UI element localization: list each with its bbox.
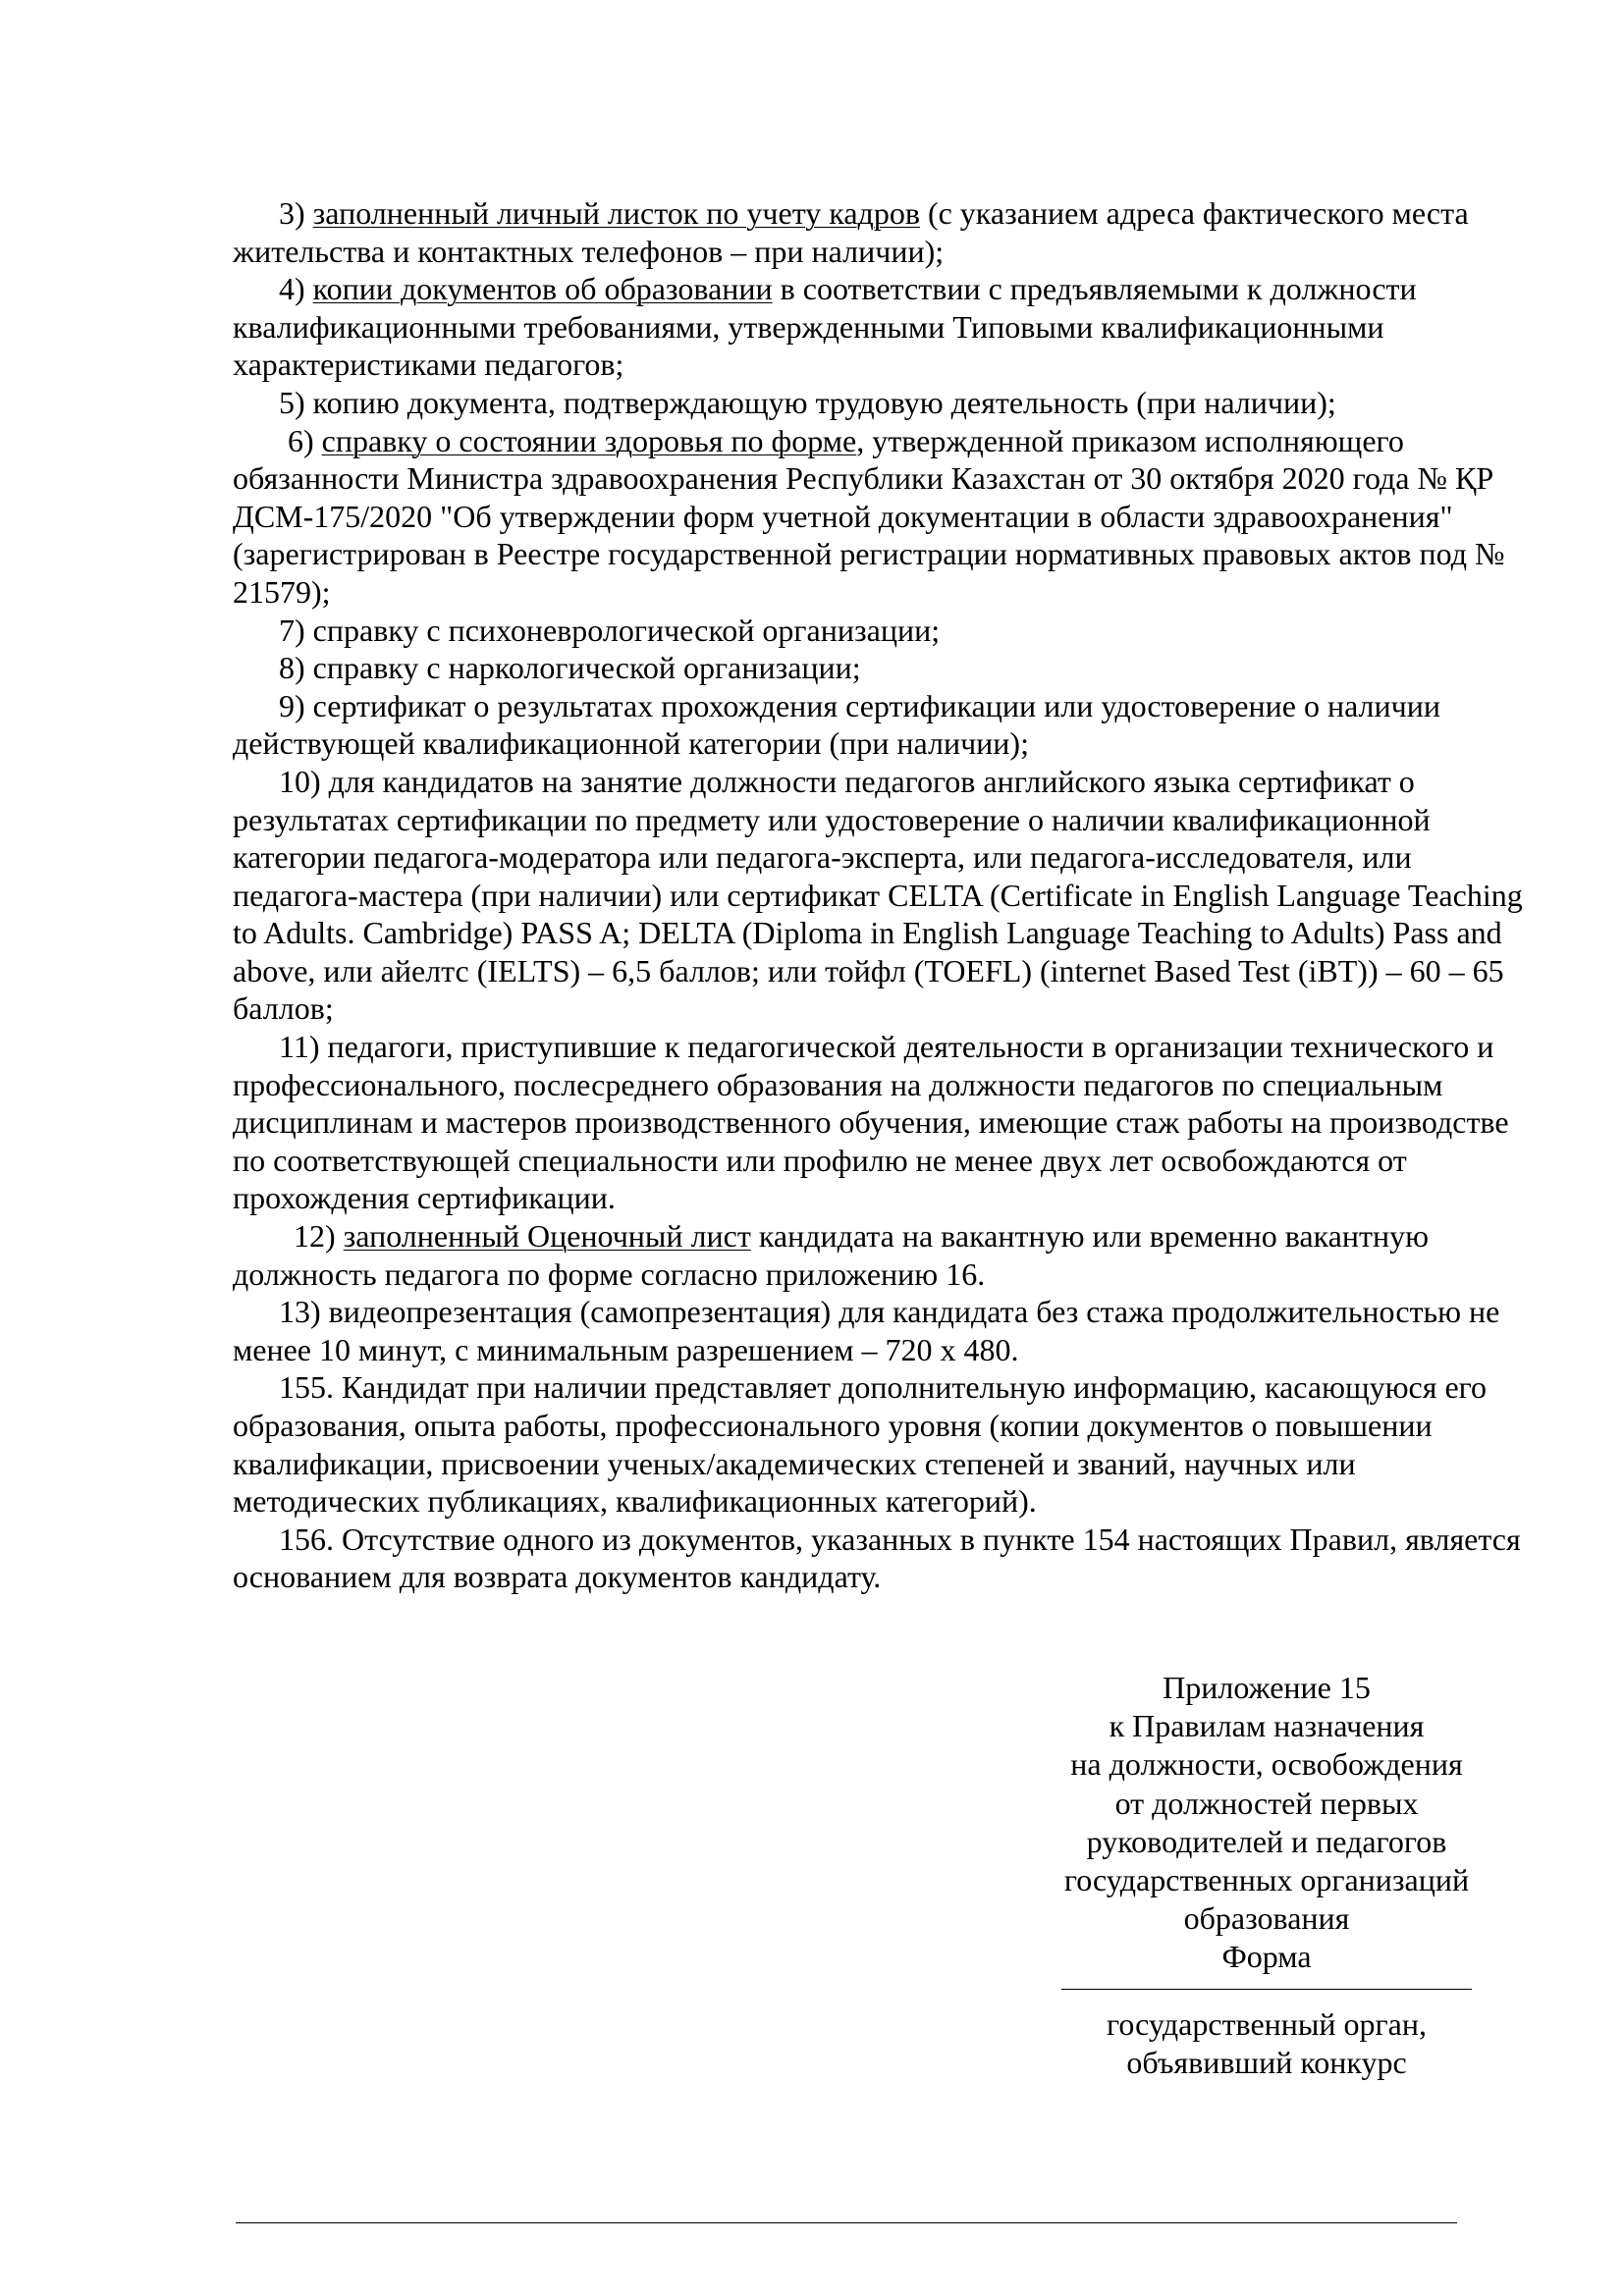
item-4: 4) копии документов об образовании в соответствии с предъявляемыми к должности квалификационными требованиями, утвержденными Типовыми квалификационными характеристиками педагогов; bbox=[233, 271, 1417, 383]
annex-line: от должностей первых bbox=[1114, 1785, 1419, 1821]
document-body bbox=[233, 194, 1529, 1596]
link-personnel-record[interactable]: заполненный личный листок по учету кадров bbox=[312, 195, 920, 231]
annex-title: Приложение 15 bbox=[1163, 1670, 1371, 1705]
state-body-blank-line bbox=[1061, 1989, 1472, 1990]
link-evaluation-sheet[interactable]: заполненный Оценочный лист bbox=[343, 1218, 751, 1255]
form-label: Форма bbox=[1221, 1939, 1312, 1975]
annex-line: руководителей и педагогов bbox=[1086, 1823, 1447, 1859]
annex-line: на должности, освобождения bbox=[1070, 1746, 1463, 1783]
item-11: 11) педагоги, приступившие к педагогической деятельности в организации технического и профессионального, послесреднего образования на должности педагогов по специальным дисциплинам и мастеров производственного обучения, имеющие стаж работы на производстве по соответствующей специальности или профилю не менее двух лет освобождаются от прохождения сертификации. bbox=[233, 1029, 1509, 1216]
item-13: 13) видеопрезентация (самопрезентация) для кандидата без стажа продолжительностью не менее 10 минут, с минимальным разрешением – 720 x 480. bbox=[233, 1294, 1500, 1367]
item-12: 12) заполненный Оценочный лист кандидата на вакантную или временно вакантную должность педагога по форме согласно приложению 16. bbox=[233, 1218, 1429, 1292]
item-10: 10) для кандидатов на занятие должности педагогов английского языка сертификат о результатах сертификации по предмету или удостоверение о наличии квалификационной категории педагога-модератора или педагога-эксперта, или педагога-исследователя, или педагога-мастера (при наличии) или сертификат CELTA (Certificate in English Language Teaching to Adults. Cambridge) PASS A; DELTA (Diploma in English Language Teaching to Adults) Pass and above, или айелтс (IELTS) – 6,5 баллов; или тойфл (TOEFL) (internet Based Test (iBT)) – 60 – 65 баллов; bbox=[233, 763, 1523, 1027]
item-7: 7) справку с психоневрологической организации; bbox=[279, 612, 941, 648]
item-8: 8) справку с наркологической организации; bbox=[279, 650, 861, 686]
annex-line: образования bbox=[1183, 1900, 1350, 1937]
annex-line: государственных организаций bbox=[1063, 1862, 1470, 1898]
bottom-blank-line bbox=[236, 2222, 1457, 2223]
state-body-caption: объявивший конкурс bbox=[1126, 2044, 1407, 2080]
item-6: 6) справку о состоянии здоровья по форме, утвержденной приказом исполняющего обязанности Министра здравоохранения Республики Казахстан от 30 октября 2020 года № ҚР ДСМ-175/2020 "Об утверждении форм учетной документации в области здравоохранения" (зарегистрирован в Реестре государственной регистрации нормативных правовых актов под № 21579); bbox=[233, 422, 1505, 610]
clause-156: 156. Отсутствие одного из документов, указанных в пункте 154 настоящих Правил, является основанием для возврата документов кандидату. bbox=[233, 1521, 1521, 1595]
clause-155: 155. Кандидат при наличии представляет дополнительную информацию, касающуюся его образования, опыта работы, профессионального уровня (копии документов о повышении квалификации, присвоении ученых/академических степеней и званий, научных или методических публикациях, квалификационных категорий). bbox=[233, 1369, 1487, 1520]
link-education-documents[interactable]: копии документов об образовании bbox=[312, 271, 773, 307]
annex-header bbox=[1021, 1669, 1512, 2082]
item-9: 9) сертификат о результатах прохождения сертификации или удостоверение о наличии действующей квалификационной категории (при наличии); bbox=[233, 687, 1440, 762]
link-health-certificate[interactable]: справку о состоянии здоровья по форме bbox=[321, 422, 857, 458]
annex-line: к Правилам назначения bbox=[1109, 1708, 1425, 1744]
state-body-caption: государственный орган, bbox=[1106, 2005, 1427, 2042]
item-3: 3) заполненный личный листок по учету кадров (с указанием адреса фактического места жительства и контактных телефонов – при наличии); bbox=[233, 195, 1469, 269]
item-5: 5) копию документа, подтверждающую трудовую деятельность (при наличии); bbox=[279, 384, 1336, 420]
